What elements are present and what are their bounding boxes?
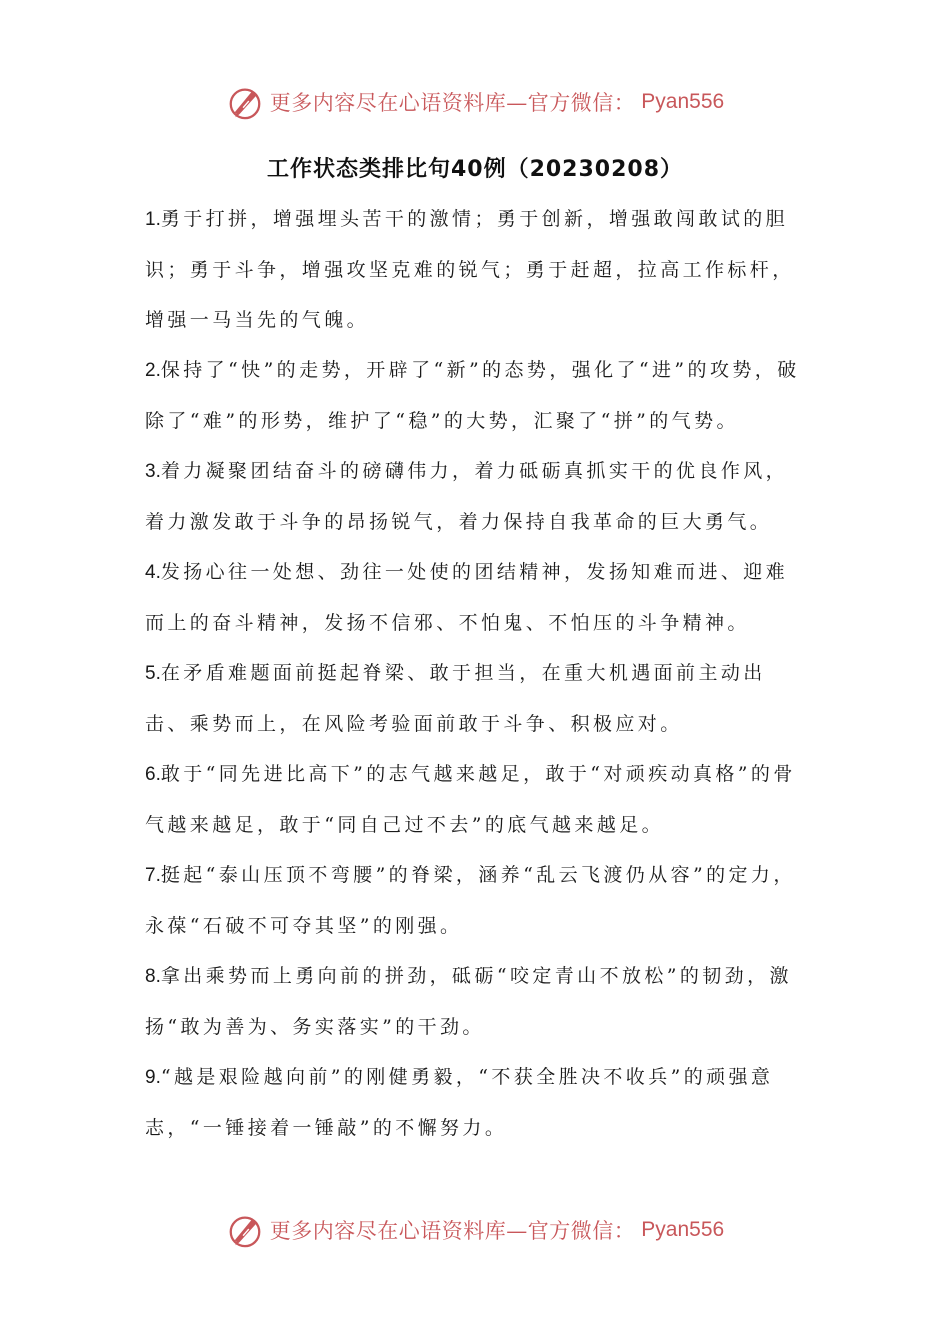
banner-wechat-id: Pyan556 — [641, 90, 725, 113]
banner-text: 更多内容尽在心语资料库—官方微信： — [269, 1219, 636, 1243]
list-item — [145, 345, 810, 446]
list-item — [145, 547, 810, 648]
item-number: 4. — [145, 562, 161, 583]
header-banner — [0, 80, 950, 124]
list-item — [145, 951, 810, 1052]
banner-wechat-id: Pyan556 — [641, 1218, 725, 1241]
item-text: 在矛盾难题面前挺起脊梁、敢于担当，在重大机遇面前主动出击、乘势而上，在风险考验面前敢于斗争、积极应对。 — [145, 662, 766, 735]
item-number: 7. — [145, 865, 161, 886]
list-item — [145, 749, 810, 850]
banner-text: 更多内容尽在心语资料库—官方微信： — [269, 91, 636, 115]
item-number: 9. — [145, 1067, 161, 1088]
item-number: 3. — [145, 461, 161, 482]
list-item — [145, 446, 810, 547]
item-text: 发扬心往一处想、劲往一处使的团结精神，发扬知难而进、迎难而上的奋斗精神，发扬不信邪、不怕鬼、不怕压的斗争精神。 — [145, 561, 789, 634]
page-title: 工作状态类排比句40例（20230208） — [266, 157, 684, 182]
item-text: 挺起“泰山压顶不弯腰”的脊梁，涵养“乱云飞渡仍从容”的定力，永葆“石破不可夺其坚”的刚强。 — [145, 864, 796, 937]
item-text: 勇于打拼，增强埋头苦干的激情；勇于创新，增强敢闯敢试的胆识；勇于斗争，增强攻坚克难的锐气；勇于赶超，拉高工作标杆，增强一马当先的气魄。 — [145, 208, 795, 331]
item-text: 拿出乘势而上勇向前的拼劲，砥砺“咬定青山不放松”的韧劲，激扬“敢为善为、务实落实”的干劲。 — [145, 965, 792, 1038]
document-body — [145, 194, 810, 1153]
item-text: 保持了“快”的走势，开辟了“新”的态势，强化了“进”的攻势，破除了“难”的形势，维护了“稳”的大势，汇聚了“拼”的气势。 — [145, 359, 800, 432]
item-number: 8. — [145, 966, 161, 987]
quill-pen-logo-icon — [226, 1211, 264, 1249]
item-number: 1. — [145, 209, 161, 230]
item-text: 着力凝聚团结奋斗的磅礴伟力，着力砥砺真抓实干的优良作风，着力激发敢于斗争的昂扬锐气，着力保持自我革命的巨大勇气。 — [145, 460, 789, 533]
list-item — [145, 850, 810, 951]
footer-banner — [0, 1208, 950, 1252]
list-item — [145, 648, 810, 749]
quill-pen-logo-icon — [226, 83, 264, 121]
list-item — [145, 1052, 810, 1153]
item-text: 敢于“同先进比高下”的志气越来越足，敢于“对顽疾动真格”的骨气越来越足，敢于“同自己过不去”的底气越来越足。 — [145, 763, 796, 836]
item-text: “越是艰险越向前”的刚健勇毅，“不获全胜决不收兵”的顽强意志，“一锤接着一锤敲”的不懈努力。 — [145, 1066, 774, 1139]
list-item — [145, 194, 810, 345]
item-number: 5. — [145, 663, 161, 684]
item-number: 2. — [145, 360, 161, 381]
item-number: 6. — [145, 764, 161, 785]
